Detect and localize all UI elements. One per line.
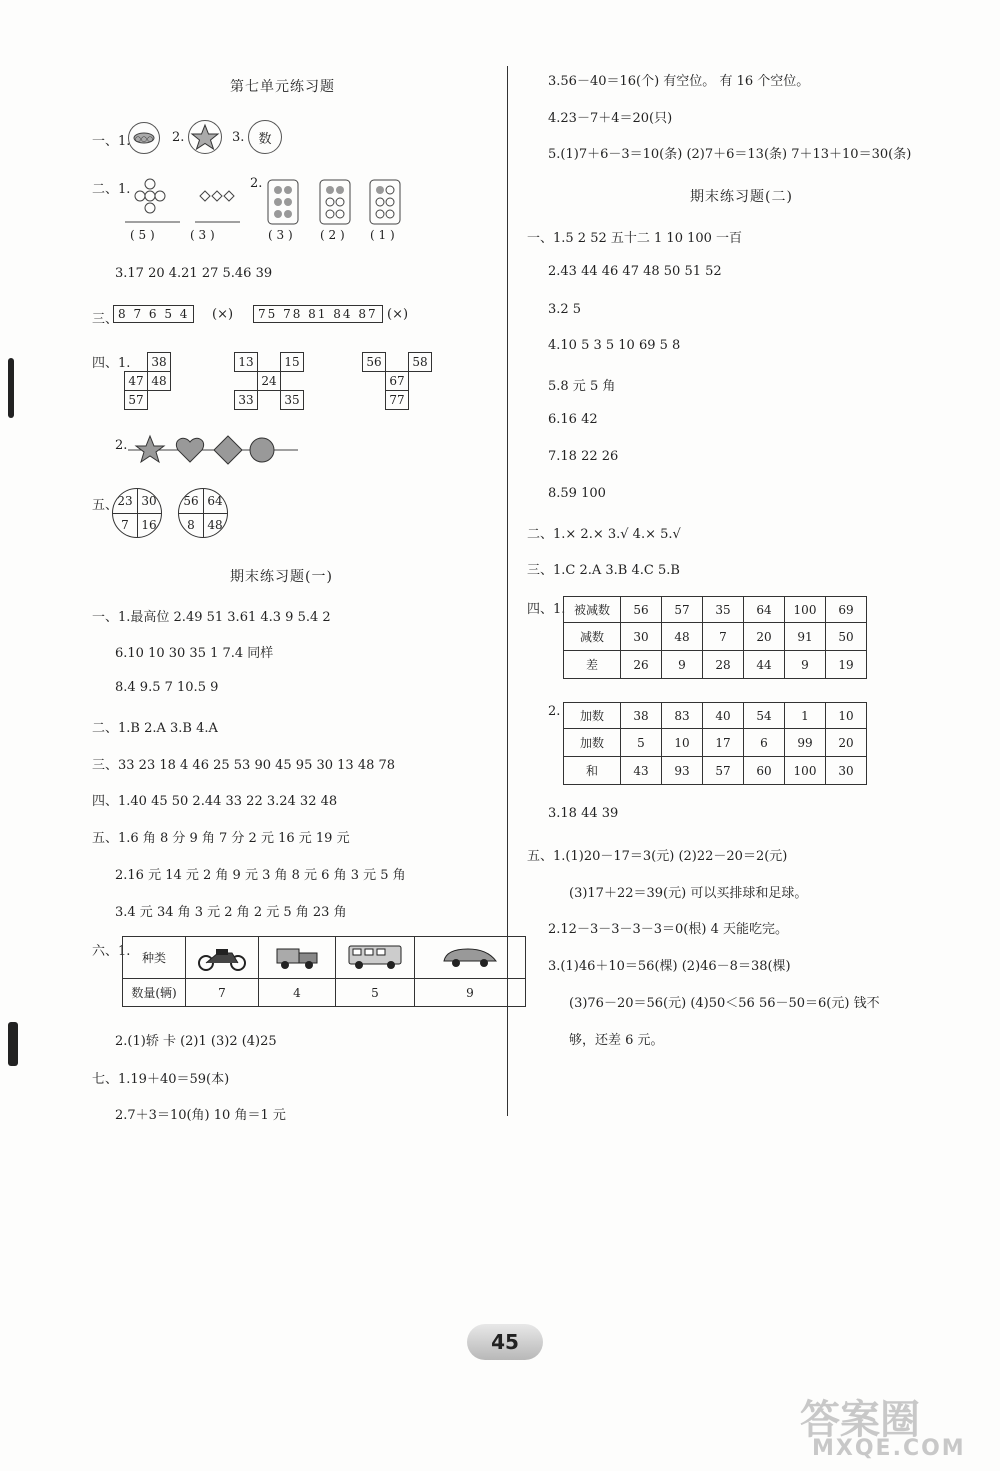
bus-icon	[336, 937, 415, 979]
u7-san-mark2: (×)	[387, 307, 409, 322]
f1-line: 二、1.B 2.A 3.B 4.A	[92, 721, 218, 736]
scan-mark	[8, 1022, 18, 1066]
u7-wu-label: 五、	[92, 498, 119, 513]
t1-cell: 30	[621, 623, 662, 651]
t2-cell: 加数	[564, 729, 621, 757]
u7-l2-answer-2: ( 3 )	[190, 228, 215, 242]
final1-title: 期末练习题(一)	[230, 569, 333, 585]
svg-text:○○○: ○○○	[134, 135, 154, 143]
quad-circle-2	[178, 488, 228, 538]
vehicle-count: 7	[186, 979, 259, 1007]
vehicle-count: 9	[415, 979, 526, 1007]
vehicle-count: 4	[259, 979, 336, 1007]
f2-line: 三、1.C 2.A 3.B 4.C 5.B	[527, 563, 680, 578]
final2-title: 期末练习题(二)	[690, 189, 793, 205]
u7-l1-n3: 3.	[232, 130, 245, 145]
t1-cell: 7	[703, 623, 744, 651]
t2-cell: 40	[703, 703, 744, 729]
truck-icon	[259, 937, 336, 979]
f2-si3: 3.18 44 39	[548, 806, 619, 821]
right-top-line: 3.56－40＝16(个) 有空位。 有 16 个空位。	[548, 74, 810, 89]
u7-l1-n2: 2.	[172, 130, 185, 145]
t1-cell: 9	[785, 651, 826, 679]
u7-si2-label: 2.	[115, 438, 128, 453]
u7-l3: 3.17 20 4.21 27 5.46 39	[115, 266, 273, 281]
t2-cell: 100	[785, 757, 826, 785]
t1-cell: 64	[744, 597, 785, 623]
shu-icon: 数	[248, 120, 282, 154]
t1-cell: 20	[744, 623, 785, 651]
watermark-logo: 答案圈	[800, 1397, 920, 1443]
t2-cell: 60	[744, 757, 785, 785]
f2-line: 5.8 元 5 角	[548, 379, 616, 394]
vehicle-header-type: 种类	[123, 937, 186, 979]
t1-cell: 44	[744, 651, 785, 679]
t2-cell: 10	[662, 729, 703, 757]
u7-san-box2: 75 78 81 84 87	[253, 305, 383, 323]
grid1-cell: 38	[148, 353, 171, 372]
vehicle-table	[122, 936, 526, 1007]
car-icon	[415, 937, 526, 979]
right-top-line: 4.23－7＋4＝20(只)	[548, 111, 673, 126]
u7-san-box1: 8 7 6 5 4	[113, 305, 194, 323]
u7-san-label: 三、	[92, 312, 119, 327]
t2-cell: 5	[621, 729, 662, 757]
f2-line: 2.43 44 46 47 48 50 51 52	[548, 264, 722, 279]
t2-cell: 54	[744, 703, 785, 729]
f1-tail: 2.7＋3＝10(角) 10 角＝1 元	[115, 1108, 286, 1123]
star-icon	[188, 120, 222, 154]
quad1-cell: 23	[113, 489, 138, 514]
shape-sequence-icon	[128, 432, 298, 468]
f2-wu-line: 3.(1)46＋10＝56(棵) (2)46－8＝38(棵)	[548, 959, 791, 974]
grid1-cell: 48	[148, 372, 171, 391]
f2-line: 一、1.5 2 52 五十二 1 10 100 一百	[527, 231, 743, 246]
t1-cell: 9	[662, 651, 703, 679]
quad1-cell: 30	[137, 489, 161, 514]
u7-l2-answer-4: ( 2 )	[320, 228, 345, 242]
quad-circle-1	[112, 488, 162, 538]
u7-l2-answer-1: ( 5 )	[130, 228, 155, 242]
f1-line: 3.4 元 34 角 3 元 2 角 2 元 5 角 23 角	[115, 905, 347, 920]
f1-line: 6.10 10 30 35 1 7.4 同样	[115, 646, 274, 661]
f1-line: 一、1.最高位 2.49 51 3.61 4.3 9 5.4 2	[92, 610, 331, 625]
circle-pattern-icon	[120, 176, 250, 228]
t2-cell: 43	[621, 757, 662, 785]
f2-line: 6.16 42	[548, 412, 598, 427]
grid1-cell: 57	[125, 391, 148, 410]
scan-mark	[8, 358, 14, 418]
t1-cell: 26	[621, 651, 662, 679]
u7-san-mark1: (×)	[212, 307, 234, 322]
t1-cell: 50	[826, 623, 867, 651]
t1-cell: 28	[703, 651, 744, 679]
u7-l1-label: 一、1.	[92, 134, 131, 149]
quad2-cell: 8	[179, 513, 204, 537]
grid3-cell: 67	[386, 372, 409, 391]
f2-line: 8.59 100	[548, 486, 606, 501]
t2-cell: 1	[785, 703, 826, 729]
grid3-cell: 77	[386, 391, 409, 410]
t2-cell: 加数	[564, 703, 621, 729]
u7-l2-n2: 2.	[250, 176, 263, 191]
t2-cell: 38	[621, 703, 662, 729]
f1-liu-label: 六、1.	[92, 944, 131, 959]
f2-si2-label: 2.	[548, 704, 561, 719]
quad2-cell: 64	[203, 489, 227, 514]
u7-l2-label: 二、1.	[92, 182, 131, 197]
f1-line: 三、33 23 18 4 46 25 53 90 45 95 30 13 48 78	[92, 758, 396, 773]
f1-tail: 2.(1)轿 卡 (2)1 (3)2 (4)25	[115, 1034, 277, 1049]
t1-cell: 91	[785, 623, 826, 651]
f1-line: 五、1.6 角 8 分 9 角 7 分 2 元 16 元 19 元	[92, 831, 350, 846]
t1-cell: 100	[785, 597, 826, 623]
grid2-cell: 35	[281, 391, 304, 410]
page-number: 45	[467, 1324, 543, 1360]
column-divider	[507, 66, 508, 1116]
grid2-cell: 33	[235, 391, 258, 410]
f1-line: 8.4 9.5 7 10.5 9	[115, 680, 219, 695]
grid3-cell: 58	[409, 353, 432, 372]
abacus-cards-icon	[266, 178, 416, 226]
f1-tail: 七、1.19＋40＝59(本)	[92, 1072, 230, 1087]
t2-cell: 99	[785, 729, 826, 757]
t1-cell: 57	[662, 597, 703, 623]
f1-line: 2.16 元 14 元 2 角 9 元 3 角 8 元 6 角 3 元 5 角	[115, 868, 406, 883]
t1-cell: 69	[826, 597, 867, 623]
f2-wu-line: 2.12－3－3－3－3＝0(根) 4 天能吃完。	[548, 922, 788, 937]
grid3-cell: 56	[363, 353, 386, 372]
t2-cell: 6	[744, 729, 785, 757]
t1-cell: 56	[621, 597, 662, 623]
grid1-cell: 47	[125, 372, 148, 391]
quad1-cell: 16	[141, 518, 157, 532]
t1-cell: 19	[826, 651, 867, 679]
t2-cell: 57	[703, 757, 744, 785]
number-grid-3	[362, 352, 432, 410]
addition-table	[563, 702, 867, 785]
ring-icon	[128, 122, 160, 154]
f1-line: 四、1.40 45 50 2.44 33 22 3.24 32 48	[92, 794, 338, 809]
vehicle-header-count: 数量(辆)	[123, 979, 186, 1007]
t1-cell: 48	[662, 623, 703, 651]
f2-si-label: 四、1.	[527, 602, 566, 617]
t2-cell: 20	[826, 729, 867, 757]
t1-cell: 减数	[564, 623, 621, 651]
t1-cell: 差	[564, 651, 621, 679]
t2-cell: 10	[826, 703, 867, 729]
grid2-cell: 13	[235, 353, 258, 372]
number-grid-1	[124, 352, 171, 410]
f2-wu-line: (3)17＋22＝39(元) 可以买排球和足球。	[569, 886, 808, 901]
f2-wu-line: (3)76－20＝56(元) (4)50＜56 56－50＝6(元) 钱不	[569, 996, 880, 1011]
t2-cell: 30	[826, 757, 867, 785]
quad2-cell: 48	[207, 518, 223, 532]
motorcycle-icon	[186, 937, 259, 979]
t2-cell: 17	[703, 729, 744, 757]
subtraction-table	[563, 596, 867, 679]
f2-line: 二、1.× 2.× 3.√ 4.× 5.√	[527, 527, 681, 542]
t2-cell: 83	[662, 703, 703, 729]
watermark-url: MXQE.COM	[812, 1436, 966, 1461]
unit7-title: 第七单元练习题	[230, 79, 335, 95]
u7-l2-answer-3: ( 3 )	[268, 228, 293, 242]
f2-wu-line: 够，还差 6 元。	[569, 1033, 664, 1048]
number-grid-2	[234, 352, 304, 410]
t1-cell: 被减数	[564, 597, 621, 623]
u7-si-label: 四、1.	[92, 356, 131, 371]
quad2-cell: 56	[179, 489, 204, 514]
right-top-line: 5.(1)7＋6－3＝10(条) (2)7＋6＝13(条) 7＋13＋10＝30(条)	[548, 147, 912, 162]
t2-cell: 和	[564, 757, 621, 785]
quad1-cell: 7	[113, 513, 138, 537]
vehicle-count: 5	[336, 979, 415, 1007]
grid2-cell: 24	[258, 372, 281, 391]
grid2-cell: 15	[281, 353, 304, 372]
t2-cell: 93	[662, 757, 703, 785]
u7-l2-answer-5: ( 1 )	[370, 228, 395, 242]
f2-line: 7.18 22 26	[548, 449, 619, 464]
t1-cell: 35	[703, 597, 744, 623]
f2-wu-line: 五、1.(1)20－17＝3(元) (2)22－20＝2(元)	[527, 849, 788, 864]
f2-line: 4.10 5 3 5 10 69 5 8	[548, 338, 681, 353]
f2-line: 3.2 5	[548, 302, 582, 317]
